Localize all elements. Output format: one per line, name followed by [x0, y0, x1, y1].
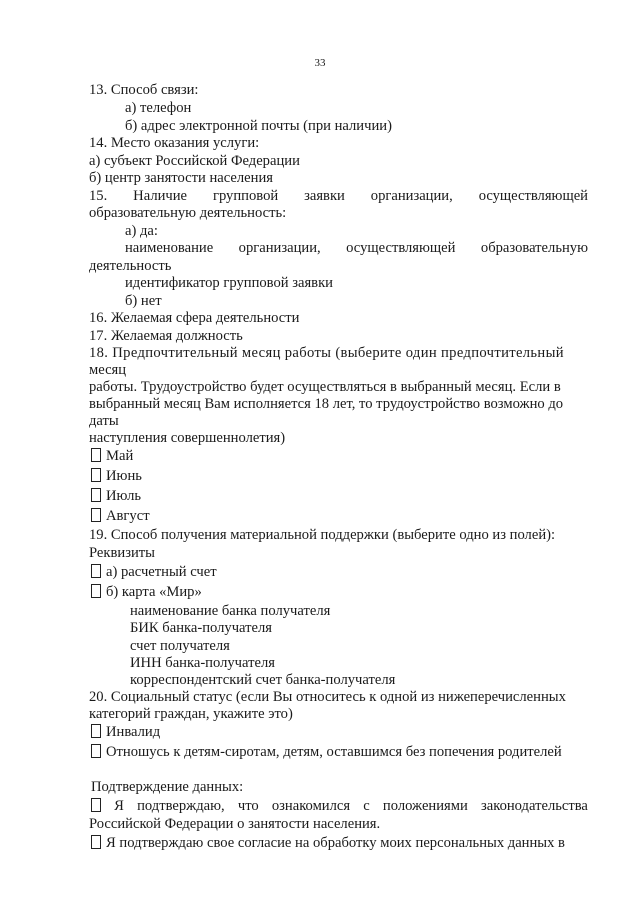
- status-option-disabled[interactable]: [91, 724, 160, 741]
- confirm-word: подтверждаю,: [137, 798, 225, 814]
- q18-line-4: выбранный месяц Вам исполняется 18 лет, то трудоустройство возможно до: [89, 396, 564, 412]
- confirm-title: Подтверждение данных:: [91, 779, 244, 795]
- q18-line-2: месяц: [89, 362, 127, 378]
- q20-line-1: 20. Социальный статус (если Вы относитесь к одной из нижеперечисленных: [89, 689, 566, 705]
- q15-title-word: 15.: [89, 188, 108, 204]
- q15-title-word: Наличие: [133, 188, 188, 204]
- checkbox-confirm-personal-data[interactable]: [91, 835, 101, 849]
- payment-option-mir-card[interactable]: [91, 584, 202, 601]
- checkbox-may[interactable]: [91, 448, 101, 462]
- month-option-may[interactable]: [91, 448, 133, 465]
- q14-option-center: б) центр занятости населения: [89, 170, 273, 186]
- checkbox-mir-card[interactable]: [91, 584, 101, 598]
- q15-org-name-continued: деятельность: [89, 258, 172, 274]
- payment-option-account[interactable]: [91, 564, 217, 581]
- month-option-june[interactable]: [91, 468, 142, 485]
- q13-option-phone: а) телефон: [125, 100, 192, 116]
- q15-org-word: осуществляющей: [346, 240, 456, 256]
- q15-title-word: осуществляющей: [478, 188, 588, 204]
- confirm-item-2[interactable]: [91, 835, 565, 852]
- bank-name-field: наименование банка получателя: [130, 603, 331, 619]
- confirm-word: с: [363, 798, 370, 814]
- checkbox-august[interactable]: [91, 508, 101, 522]
- checkbox-disabled[interactable]: [91, 724, 101, 738]
- q18-line-3: работы. Трудоустройство будет осуществляться в выбранный месяц. Если в: [89, 379, 561, 395]
- bank-inn-field: ИНН банка-получателя: [130, 655, 275, 671]
- q18-line-1-text: 18. Предпочтительный месяц работы (выберите один предпочтительный: [89, 345, 564, 361]
- q14-option-region: а) субъект Российской Федерации: [89, 153, 300, 169]
- q15-group-id: идентификатор групповой заявки: [125, 275, 333, 291]
- q15-title-word: организации,: [370, 188, 453, 204]
- q13-title: 13. Способ связи:: [89, 82, 199, 98]
- payment-label-account: а) расчетный счет: [106, 564, 217, 580]
- checkbox-orphan[interactable]: [91, 744, 101, 758]
- q15-title-word: групповой: [212, 188, 279, 204]
- month-option-august[interactable]: [91, 508, 150, 525]
- q18-line-1: [89, 345, 588, 362]
- checkbox-july[interactable]: [91, 488, 101, 502]
- q15-org-name-line: [125, 240, 588, 257]
- month-label-july: Июль: [106, 488, 142, 504]
- confirm-word: что: [237, 798, 259, 814]
- q15-option-yes: а) да:: [125, 223, 158, 239]
- correspondent-account-field: корреспондентский счет банка-получателя: [130, 672, 396, 688]
- q13-option-email: б) адрес электронной почты (при наличии): [125, 118, 392, 134]
- q15-option-no: б) нет: [125, 293, 162, 309]
- q16-title: 16. Желаемая сфера деятельности: [89, 310, 300, 326]
- confirm-word: законодательства: [480, 798, 588, 814]
- confirm-word: ознакомился: [271, 798, 351, 814]
- confirm-word: Я: [114, 798, 124, 814]
- month-option-july[interactable]: [91, 488, 141, 505]
- confirm-item-1[interactable]: [91, 798, 588, 815]
- q15-title-word: заявки: [304, 188, 345, 204]
- q18-line-5: даты: [89, 413, 119, 429]
- q17-title: 17. Желаемая должность: [89, 328, 243, 344]
- checkbox-account[interactable]: [91, 564, 101, 578]
- month-label-august: Август: [106, 508, 150, 524]
- q19-title: 19. Способ получения материальной поддержки (выберите одно из полей):: [89, 527, 556, 543]
- payment-label-mir-card: б) карта «Мир»: [106, 584, 202, 600]
- q15-title: [89, 188, 588, 205]
- status-label-orphan: Отношусь к детям-сиротам, детям, оставшимся без попечения родителей: [106, 744, 562, 760]
- q14-title: 14. Место оказания услуги:: [89, 135, 260, 151]
- confirm-word: положениями: [382, 798, 468, 814]
- q15-org-word: организации,: [238, 240, 321, 256]
- q19-requisites: Реквизиты: [89, 545, 155, 561]
- bank-bik-field: БИК банка-получателя: [130, 620, 273, 636]
- recipient-account-field: счет получателя: [130, 638, 230, 654]
- confirm-item-1-continued: Российской Федерации о занятости населения.: [89, 816, 381, 832]
- checkbox-confirm-law[interactable]: [91, 798, 101, 812]
- month-label-may: Май: [106, 448, 134, 464]
- status-label-disabled: Инвалид: [106, 724, 161, 740]
- confirm-item-2-text: Я подтверждаю свое согласие на обработку моих персональных данных в: [106, 835, 565, 851]
- status-option-orphan[interactable]: [91, 744, 562, 761]
- page-number: 33: [314, 57, 326, 69]
- q15-org-word: наименование: [125, 240, 214, 256]
- q15-title-continued: образовательную деятельность:: [89, 205, 287, 221]
- q20-line-2: категорий граждан, укажите это): [89, 706, 293, 722]
- checkbox-june[interactable]: [91, 468, 101, 482]
- q18-line-6: наступления совершеннолетия): [89, 430, 286, 446]
- month-label-june: Июнь: [106, 468, 142, 484]
- q15-org-word: образовательную: [480, 240, 588, 256]
